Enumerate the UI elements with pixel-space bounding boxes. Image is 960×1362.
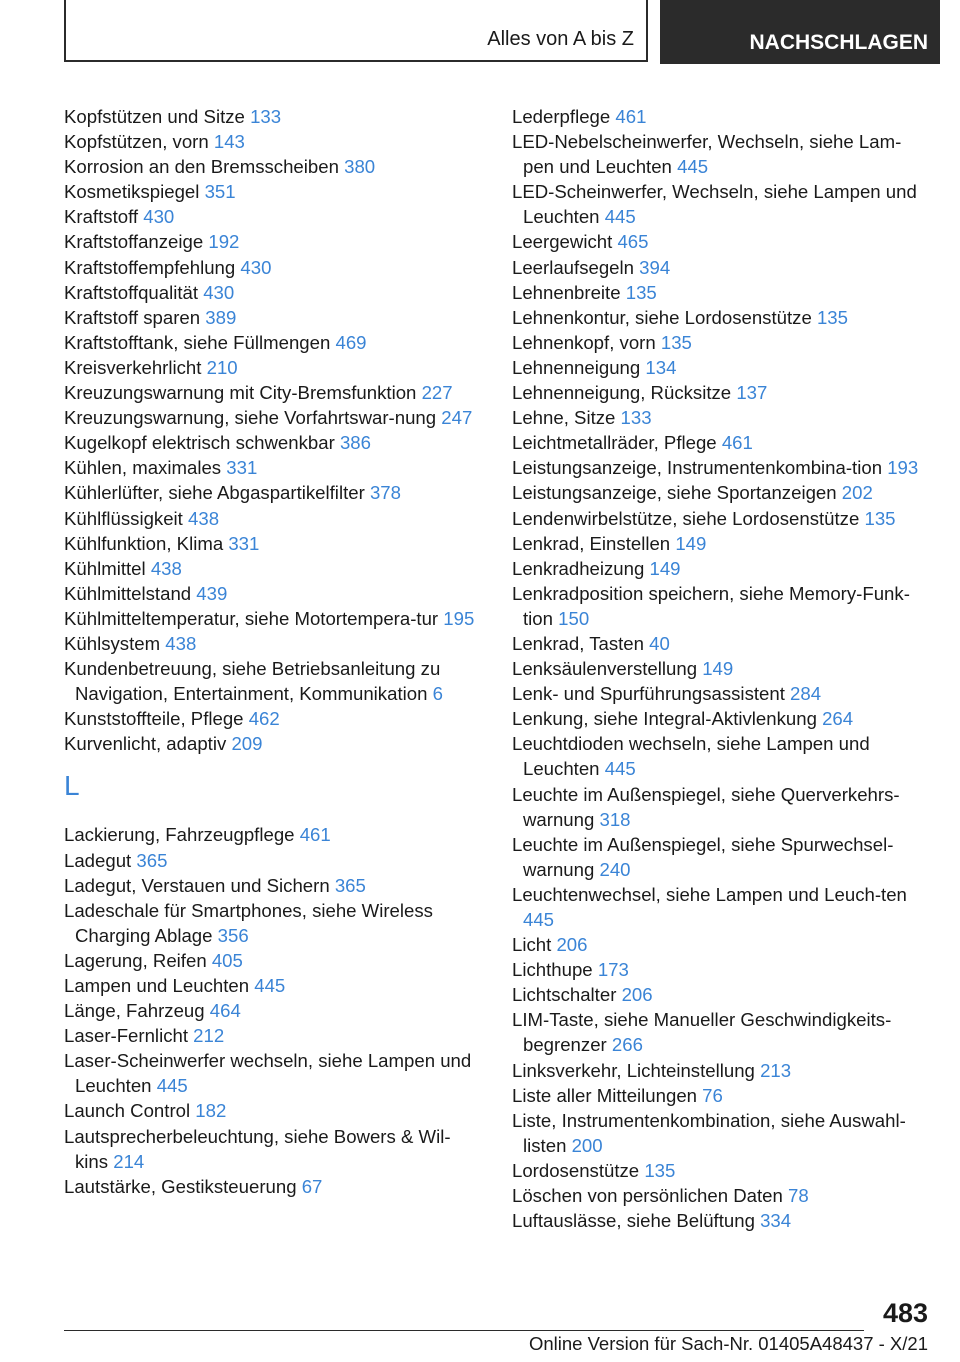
entry-term: Leichtmetallräder, Pflege (512, 432, 722, 454)
entry-term: Kurvenlicht, adaptiv (64, 733, 232, 755)
entry-page-link[interactable]: 445 (604, 206, 636, 228)
index-entry (64, 606, 479, 631)
entry-term: LED-Scheinwerfer, Wechseln, siehe Lampen und Leuchten (512, 181, 917, 228)
index-entry (512, 832, 932, 882)
index-entry (512, 280, 932, 305)
index-entry (512, 631, 932, 656)
index-entry (64, 204, 479, 229)
header-section-title: Alles von A bis Z (487, 28, 634, 50)
index-entry (64, 405, 479, 430)
entry-page-link[interactable]: 195 (443, 607, 475, 629)
entry-page-link[interactable]: 149 (702, 658, 734, 680)
entry-page-link[interactable]: 331 (228, 532, 260, 554)
index-entry (512, 430, 932, 455)
entry-page-link[interactable]: 6 (432, 683, 443, 705)
header-chapter-title: NACHSCHLAGEN (749, 31, 928, 54)
entry-term: LIM-Taste, siehe Manueller Geschwindigkeits‐begrenzer (512, 1009, 892, 1056)
entry-term: Leergewicht (512, 231, 618, 253)
entry-page-link[interactable]: 389 (205, 306, 237, 328)
entry-page-link[interactable]: 135 (816, 306, 848, 328)
index-entry (64, 179, 479, 204)
entry-term: Lenkrad, Tasten (512, 632, 650, 654)
entry-term: Kühlsystem (64, 632, 166, 654)
index-entry (512, 1083, 932, 1108)
entry-page-link[interactable]: 135 (644, 1159, 676, 1181)
entry-term: Kühlmittelstand (64, 582, 197, 604)
entry-term: Liste aller Mitteilungen (512, 1084, 703, 1106)
index-entry (512, 782, 932, 832)
index-entry (64, 506, 479, 531)
index-entry (64, 255, 479, 280)
entry-page-link[interactable]: 445 (604, 758, 636, 780)
entry-page-link[interactable]: 67 (301, 1175, 323, 1197)
index-entry (64, 848, 479, 873)
entry-term: Lichtschalter (512, 984, 622, 1006)
entry-page-link[interactable]: 200 (571, 1134, 603, 1156)
entry-page-link[interactable]: 356 (217, 924, 249, 946)
entry-page-link[interactable]: 150 (558, 607, 590, 629)
entry-page-link[interactable]: 469 (335, 331, 367, 353)
entry-term: Lenksäulenverstellung (512, 658, 703, 680)
index-entry (64, 706, 479, 731)
index-entry (512, 229, 932, 254)
index-entry (512, 405, 932, 430)
index-entry (64, 229, 479, 254)
entry-term: Luftauslässe, siehe Belüftung (512, 1210, 761, 1232)
entry-page-link[interactable]: 135 (625, 281, 657, 303)
entry-page-link[interactable]: 213 (760, 1059, 792, 1081)
entry-term: Leuchte im Außenspiegel, siehe Querverkehrs‐warnung (512, 783, 900, 830)
entry-term: Lehnenbreite (512, 281, 626, 303)
entry-page-link[interactable]: 133 (620, 407, 652, 429)
page-header (0, 0, 960, 64)
index-entry (512, 455, 932, 480)
index-entry (512, 581, 932, 631)
index-entry (64, 480, 479, 505)
index-entry (64, 1124, 479, 1174)
entry-term: Licht (512, 934, 557, 956)
entry-term: Lichthupe (512, 959, 598, 981)
index-entry (512, 355, 932, 380)
entry-page-link[interactable]: 378 (369, 482, 401, 504)
entry-term: Kraftstoff (64, 206, 144, 228)
index-entry (64, 380, 479, 405)
entry-page-link[interactable]: 133 (250, 106, 282, 127)
entry-page-link[interactable]: 405 (211, 949, 243, 971)
entry-page-link[interactable]: 76 (702, 1084, 723, 1106)
index-entry (512, 731, 932, 781)
entry-term: Leuchtenwechsel, siehe Lampen und Leuch‐ten (512, 883, 907, 905)
entry-term: Lampen und Leuchten (64, 975, 255, 996)
index-entry (64, 822, 479, 847)
entry-page-link[interactable]: 334 (760, 1210, 792, 1232)
entry-page-link[interactable]: 206 (556, 934, 588, 956)
entry-term: Kühlmittel (64, 557, 151, 579)
entry-page-link[interactable]: 380 (344, 156, 376, 178)
index-entry (64, 731, 479, 756)
index-entry (512, 480, 932, 505)
entry-term: Kraftstoffanzeige (64, 231, 209, 253)
entry-term: Lendenwirbelstütze, siehe Lordosenstütze (512, 507, 865, 529)
entry-page-link[interactable]: 462 (248, 708, 280, 730)
entry-term: Kopfstützen, vorn (64, 131, 214, 153)
entry-term: Kühlmitteltemperatur, siehe Motortempera‐tur (64, 607, 444, 629)
entry-term: Kraftstoffempfehlung (64, 256, 241, 278)
entry-page-link[interactable]: 240 (599, 858, 631, 880)
index-column-right (512, 104, 932, 1233)
index-group-l-continued (512, 104, 932, 1233)
entry-term: Lenkrad, Einstellen (512, 532, 676, 554)
entry-term: Leuchte im Außenspiegel, siehe Spurwechsel‐warnung (512, 833, 894, 880)
entry-page-link[interactable]: 149 (675, 532, 707, 554)
entry-term: Kühlen, maximales (64, 457, 227, 479)
entry-term: Lehnenneigung (512, 356, 646, 378)
footer-text: Online Version für Sach-Nr. 01405A48437 - X/21 (528, 1333, 928, 1354)
entry-page-link[interactable]: 193 (887, 457, 919, 479)
index-entry (64, 656, 479, 706)
index-entry (512, 179, 932, 229)
entry-page-link[interactable]: 461 (615, 106, 647, 127)
entry-term: Linksverkehr, Lichteinstellung (512, 1059, 761, 1081)
entry-term: Kreisverkehrlicht (64, 356, 207, 378)
entry-page-link[interactable]: 461 (299, 824, 331, 846)
index-entry (512, 506, 932, 531)
index-entry (512, 104, 932, 129)
index-entry (64, 531, 479, 556)
entry-page-link[interactable]: 430 (143, 206, 175, 228)
section-letter: L (64, 770, 80, 802)
entry-page-link[interactable]: 445 (254, 975, 286, 996)
entry-term: Lautsprecherbeleuchtung, siehe Bowers & Wil‐kins (64, 1125, 451, 1172)
entry-term: Kühlflüssigkeit (64, 507, 189, 529)
index-entry (64, 1174, 479, 1199)
index-entry (512, 1208, 932, 1233)
entry-term: Lordosenstütze (512, 1159, 645, 1181)
index-entry (512, 882, 932, 932)
entry-page-link[interactable]: 461 (721, 432, 753, 454)
entry-term: Lederpflege (512, 106, 616, 127)
entry-term: Kreuzungswarnung, siehe Vorfahrtswar‐nung (64, 407, 442, 429)
index-entry (64, 873, 479, 898)
entry-term: Lenk- und Spurführungsassistent (512, 683, 791, 705)
index-entry (512, 305, 932, 330)
header-chapter-box (660, 0, 940, 64)
index-entry (64, 280, 479, 305)
entry-term: Leistungsanzeige, Instrumentenkombina‐tion (512, 457, 888, 479)
page-number: 483 (882, 1298, 928, 1328)
header-section-box (64, 0, 648, 62)
entry-term: Korrosion an den Bremsscheiben (64, 156, 345, 178)
entry-page-link[interactable]: 214 (113, 1150, 145, 1172)
entry-term: Kühlerlüfter, siehe Abgaspartikelfilter (64, 482, 370, 504)
index-entry (64, 1023, 479, 1048)
index-entry (64, 973, 479, 998)
entry-page-link[interactable]: 173 (597, 959, 629, 981)
index-entry (512, 681, 932, 706)
entry-page-link[interactable]: 465 (617, 231, 649, 253)
index-entry (64, 1098, 479, 1123)
entry-term: LED-Nebelscheinwerfer, Wechseln, siehe Lam‐pen und Leuchten (512, 131, 902, 178)
index-entry (64, 355, 479, 380)
entry-term: Liste, Instrumentenkombination, siehe Auswahl‐listen (512, 1109, 906, 1156)
entry-term: Kopfstützen und Sitze (64, 106, 251, 127)
entry-page-link[interactable]: 331 (226, 457, 258, 479)
entry-term: Kosmetikspiegel (64, 181, 205, 203)
entry-term: Laser-Fernlicht (64, 1025, 194, 1047)
entry-page-link[interactable]: 212 (193, 1025, 225, 1047)
entry-term: Kugelkopf elektrisch schwenkbar (64, 432, 340, 454)
index-entry (512, 656, 932, 681)
index-entry (64, 898, 479, 948)
footer-rule (64, 1330, 864, 1331)
entry-page-link[interactable]: 394 (639, 256, 671, 278)
index-entry (512, 982, 932, 1007)
index-entry (512, 129, 932, 179)
entry-page-link[interactable]: 182 (195, 1100, 227, 1122)
entry-page-link[interactable]: 438 (188, 507, 220, 529)
entry-term: Lenkradposition speichern, siehe Memory-Funk‐tion (512, 582, 910, 629)
entry-term: Löschen von persönlichen Daten (512, 1185, 788, 1207)
entry-term: Leistungsanzeige, siehe Sportanzeigen (512, 482, 842, 504)
entry-term: Lenkradheizung (512, 557, 650, 579)
index-entry (64, 581, 479, 606)
index-entry (64, 129, 479, 154)
entry-page-link[interactable]: 209 (231, 733, 263, 755)
entry-page-link[interactable]: 134 (645, 356, 677, 378)
entry-page-link[interactable]: 266 (611, 1034, 643, 1056)
entry-term: Kraftstoffqualität (64, 281, 204, 303)
index-entry (64, 1048, 479, 1098)
entry-term: Kunststoffteile, Pflege (64, 708, 249, 730)
entry-term: Kreuzungswarnung mit City-Bremsfunktion (64, 382, 422, 404)
entry-term: Lenkung, siehe Integral-Aktivlenkung (512, 708, 823, 730)
index-entry (512, 1108, 932, 1158)
index-entry (512, 1158, 932, 1183)
entry-term: Lautstärke, Gestiksteuerung (64, 1175, 302, 1197)
entry-page-link[interactable]: 137 (736, 382, 768, 404)
entry-page-link[interactable]: 143 (213, 131, 245, 153)
entry-page-link[interactable]: 351 (204, 181, 236, 203)
entry-page-link[interactable]: 365 (136, 849, 168, 871)
entry-term: Lehnenneigung, Rücksitze (512, 382, 737, 404)
entry-page-link[interactable]: 445 (156, 1075, 188, 1097)
index-entry (512, 531, 932, 556)
index-column-left (64, 104, 479, 1199)
entry-page-link[interactable]: 135 (864, 507, 896, 529)
entry-page-link[interactable]: 438 (165, 632, 197, 654)
entry-page-link[interactable]: 210 (206, 356, 238, 378)
entry-term: Lackierung, Fahrzeugpflege (64, 824, 300, 846)
entry-term: Ladeschale für Smartphones, siehe Wireless Charging Ablage (64, 899, 433, 946)
index-entry (512, 1183, 932, 1208)
entry-page-link[interactable]: 386 (339, 432, 371, 454)
entry-page-link[interactable]: 438 (150, 557, 182, 579)
entry-page-link[interactable]: 264 (822, 708, 854, 730)
entry-page-link[interactable]: 430 (240, 256, 272, 278)
index-entry (512, 706, 932, 731)
entry-term: Laser-Scheinwerfer wechseln, siehe Lampen und Leuchten (64, 1050, 472, 1097)
entry-page-link[interactable]: 464 (209, 1000, 241, 1022)
entry-term: Lagerung, Reifen (64, 949, 212, 971)
entry-page-link[interactable]: 318 (599, 808, 631, 830)
entry-page-link[interactable]: 439 (196, 582, 228, 604)
entry-term: Launch Control (64, 1100, 196, 1122)
entry-term: Lehne, Sitze (512, 407, 621, 429)
index-entry (64, 305, 479, 330)
entry-page-link[interactable]: 365 (334, 874, 366, 896)
index-entry (512, 957, 932, 982)
index-entry (64, 998, 479, 1023)
entry-term: Leuchtdioden wechseln, siehe Lampen und Leuchten (512, 733, 870, 780)
index-entry (512, 380, 932, 405)
index-entry (64, 154, 479, 179)
index-entry (64, 948, 479, 973)
entry-term: Kundenbetreuung, siehe Betriebsanleitung zu Navigation, Entertainment, Kommunikation (64, 658, 441, 705)
entry-page-link[interactable]: 135 (660, 331, 692, 353)
index-entry (64, 455, 479, 480)
entry-term: Leerlaufsegeln (512, 256, 640, 278)
index-entry (64, 330, 479, 355)
entry-page-link[interactable]: 192 (208, 231, 240, 253)
index-group-l (64, 822, 479, 1198)
entry-term: Ladegut (64, 849, 137, 871)
entry-page-link[interactable]: 445 (677, 156, 709, 178)
entry-page-link[interactable]: 149 (649, 557, 681, 579)
entry-page-link[interactable]: 247 (441, 407, 473, 429)
index-entry (512, 556, 932, 581)
entry-term: Lehnenkontur, siehe Lordosenstütze (512, 306, 817, 328)
entry-term: Lehnenkopf, vorn (512, 331, 661, 353)
entry-term: Ladegut, Verstauen und Sichern (64, 874, 335, 896)
index-entry (512, 1007, 932, 1057)
index-entry (512, 330, 932, 355)
index-entry (512, 1058, 932, 1083)
entry-term: Kraftstofftank, siehe Füllmengen (64, 331, 336, 353)
index-entry (64, 104, 479, 129)
index-entry (64, 556, 479, 581)
index-group-k (64, 104, 479, 756)
entry-term: Länge, Fahrzeug (64, 1000, 210, 1022)
entry-page-link[interactable]: 202 (841, 482, 873, 504)
entry-page-link[interactable]: 445 (523, 909, 555, 930)
index-entry (512, 932, 932, 957)
entry-term: Kühlfunktion, Klima (64, 532, 229, 554)
index-entry (64, 631, 479, 656)
entry-page-link[interactable]: 40 (649, 632, 670, 654)
entry-term: Kraftstoff sparen (64, 306, 206, 328)
entry-page-link[interactable]: 284 (790, 683, 822, 705)
entry-page-link[interactable]: 430 (203, 281, 235, 303)
entry-page-link[interactable]: 227 (421, 382, 453, 404)
entry-page-link[interactable]: 78 (788, 1185, 809, 1207)
index-entry (512, 255, 932, 280)
entry-page-link[interactable]: 206 (621, 984, 653, 1006)
index-entry (64, 430, 479, 455)
